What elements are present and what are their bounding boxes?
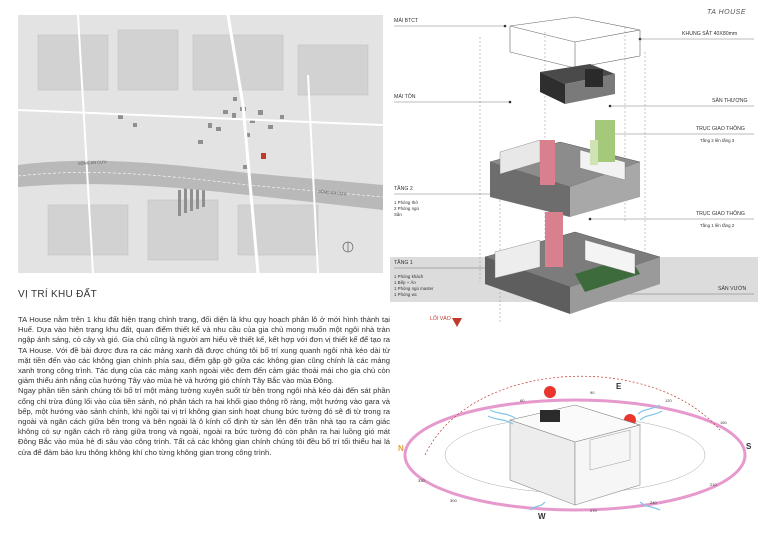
compass-south: S [746,442,752,451]
label-loi-vao: LỐI VÀO [430,316,451,322]
label-san-vuon: SÂN VƯỜN [718,286,747,292]
description-paragraph: Ngay phần tiền sảnh chúng tôi bố trí một mảng tường xuyên suốt từ bên trong ngôi nhà kéo dài đến sát phần cổng chỉ trừa đúng lối vào của tiền sảnh, nó phân tách ra hai khối giao thông rõ ràng, một hướng vào gara và bếp, một hướng vào sảnh chính, khi ngồi tại vị trí không gian sinh hoạt chung bức tường đó sẽ đi từ trong ra ngoài và ngăn cách giữa bên trong và bên ngoài là ô kính cố định từ sàn lên đến trần nhà tạo ra cảm giác không có sự ngăn cách rõ ràng giữa trong và ngoài, ngoài ra bức tường đó còn phân ra hai luồng gió mát Đông Bắc vào mùa hè đi sâu vào công trình. Tất cả các không gian chính chúng tôi đều bố trí tối thiểu hai lá cửa để đảm bảo lưu thông không khí cho từng không gian trong công trình. [18,386,390,457]
road-label: SÔNG AN CỰU [77,159,107,166]
tang-2-room: 2 Phòng ngủ [394,206,419,211]
road-label: SÔNG AN CỰU [317,188,347,197]
tang-2-room: Sân [394,212,402,217]
tang-1-room: 1 Bếp + Ăn [394,280,416,285]
compass-west: W [538,512,546,521]
degree-label: 120 [665,398,672,403]
degree-label: 90 [590,390,595,395]
compass-north: N [398,444,404,453]
label-truc-giao-thong-2: TRỤC GIAO THÔNG [696,211,745,217]
exploded-diagram [390,12,758,342]
site-location-title: VỊ TRÍ KHU ĐẤT [18,289,98,300]
site-map [18,15,383,273]
degree-label: 240 [650,500,657,505]
compass-east: E [616,382,622,391]
tang-1-room: 1 Phòng khách [394,274,424,279]
project-title: TA HOUSE [706,9,746,16]
label-tang-1: TẦNG 1 [394,260,413,266]
sun-path-diagram [390,370,760,530]
description-paragraph: TA House nằm trên 1 khu đất hiện trạng chỉnh trang, đối diện là khu quy hoạch phân lô ở mới hình thành tại Huế. Dựa vào hiện trạng khu đất, quan điểm thiết kế và nhu cầu của gia chủ mong muốn một ngôi nhà tràn ngập ánh sáng, cỏ cây và gió. Gia chủ cũng là người am hiểu về thiết kế, kết hợp với đơn vị thiết kế để tạo ra TA House. Với đề bài được đưa ra các mảng xanh đã được chúng tôi bố trí xung quanh ngôi nhà kéo dài từ mặt tiền đến vào các không gian chính phía sau, điểm gặp gỡ giữa các không gian cũng chính là các mảng xanh trong công trình. Tác dụng của các mảng xanh ngoài việc đem đến cảm giác thoải mái cho gia chủ còn giảm thiểu ánh nắng của hướng Tây vào mùa hè và hướng gió chính Tây Bắc vào mùa Đông. [18,315,390,386]
degree-label: 270 [590,508,597,513]
tang-1-room: 1 Phòng ngủ master [394,286,434,291]
label-san-thuong: SÂN THƯỢNG [712,98,748,104]
degree-label: 60 [520,398,525,403]
label-mai-btct: MÁI BTCT [394,18,419,24]
tang-1-room: 1 Phòng wc [394,292,417,297]
label-khung-sat: KHUNG SẮT 40X80mm [682,31,738,37]
degree-label: 330 [418,478,425,483]
label-mai-ton: MÁI TÔN [394,94,416,100]
tang-2-room: 1 Phòng thờ [394,200,419,205]
degree-label: 300 [450,498,457,503]
label-tang-2: TẦNG 2 [394,186,413,192]
degree-label: 150 [720,420,727,425]
label-truc-giao-thong-1: TRỤC GIAO THÔNG [696,126,745,132]
label-truc-giao-thong-1-sub: Tầng 2 lên tầng 3 [700,138,735,143]
description-text [18,315,390,458]
label-truc-giao-thong-2-sub: Tầng 1 lên tầng 2 [700,223,735,228]
degree-label: 210 [710,482,717,487]
